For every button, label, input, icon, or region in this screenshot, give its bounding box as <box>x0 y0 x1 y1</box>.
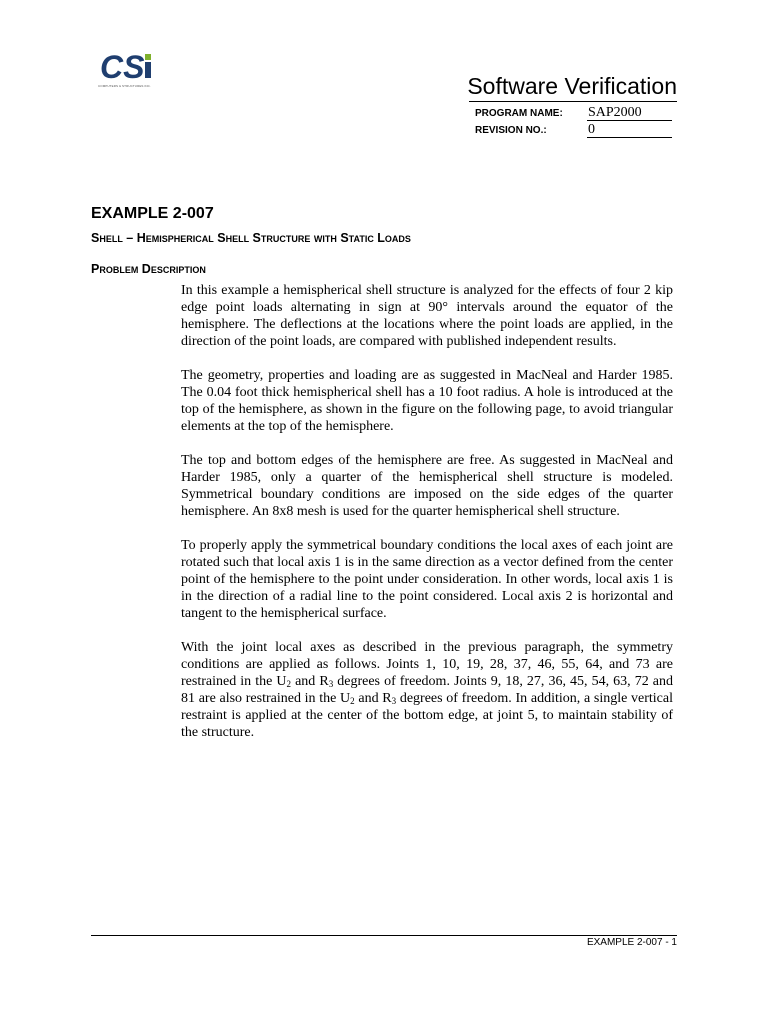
header-divider <box>469 101 677 102</box>
p5-text-c: degrees of freedom. Joints 9, 18, 27, 36, 45, 54, 63, 72 and 81 are also restrained in the U <box>181 674 673 706</box>
paragraph-2: The geometry, properties and loading are as suggested in MacNeal and Harder 1985. The 0.04 foot thick hemispherical shell has a 10 foot radius. A hole is introduced at the top of the hemisphere, as shown in the figure on the following page, to avoid triangular elements at the top of the hemisphere. <box>181 368 673 434</box>
example-title: EXAMPLE 2-007 <box>91 205 214 222</box>
revision-label: REVISION NO.: <box>475 125 547 136</box>
logo-subtext: COMPUTERS & STRUCTURES INC. <box>98 84 151 88</box>
program-name-label: PROGRAM NAME: <box>475 108 563 119</box>
page-number: EXAMPLE 2-007 - 1 <box>586 937 677 948</box>
p5-text-b: and R <box>291 674 329 689</box>
p5-text-a: With the joint local axes as described in the previous paragraph, the symmetry conditions are applied as follows. Joints 1, 10, 19, 28, 37, 46, 55, 64, and 73 are restrained in the U <box>181 640 673 689</box>
document-title: Software Verification <box>467 73 677 99</box>
program-name-value: SAP2000 <box>587 105 672 121</box>
revision-value: 0 <box>587 122 672 138</box>
paragraph-3: The top and bottom edges of the hemisphere are free. As suggested in MacNeal and Harder 1985, only a quarter of the hemispherical shell structure is modeled. Symmetrical boundary conditions are imposed on the side edges of the quarter hemisphere. An 8x8 mesh is used for the quarter hemispherical shell structure. <box>181 453 673 519</box>
example-subtitle: Shell – Hemispherical Shell Structure with Static Loads <box>91 231 411 245</box>
p5-sub-2: 3 <box>328 679 334 689</box>
footer-divider <box>91 935 677 936</box>
problem-description-body <box>181 282 673 758</box>
p5-text-e: degrees of freedom. In addition, a single vertical restraint is applied at the center of the bottom edge, at joint 5, to maintain stability of the structure. <box>181 691 673 740</box>
p5-text-d: and R <box>354 691 392 706</box>
csi-logo <box>98 50 168 96</box>
paragraph-1: In this example a hemispherical shell structure is analyzed for the effects of four 2 kip edge point loads alternating in sign at 90° intervals around the equator of the hemisphere. The deflections at the locations where the point loads are applied, in the direction of the point loads, are compared with published independent results. <box>181 283 673 349</box>
section-heading: Problem Description <box>91 262 206 276</box>
paragraph-5 <box>181 639 673 741</box>
p5-sub-1: 2 <box>286 679 291 689</box>
paragraph-4: To properly apply the symmetrical boundary conditions the local axes of each joint are rotated such that local axis 1 is in the same direction as a vector defined from the center point of the hemisphere to the point under consideration. In other words, local axis 1 is in the direction of a radial line to the point considered. Local axis 2 is horizontal and tangent to the hemispherical surface. <box>181 538 673 621</box>
p5-sub-4: 3 <box>391 696 397 706</box>
p5-sub-3: 2 <box>350 696 355 706</box>
svg-text:CS: CS <box>100 50 145 84</box>
csi-logo-mark <box>98 50 168 84</box>
